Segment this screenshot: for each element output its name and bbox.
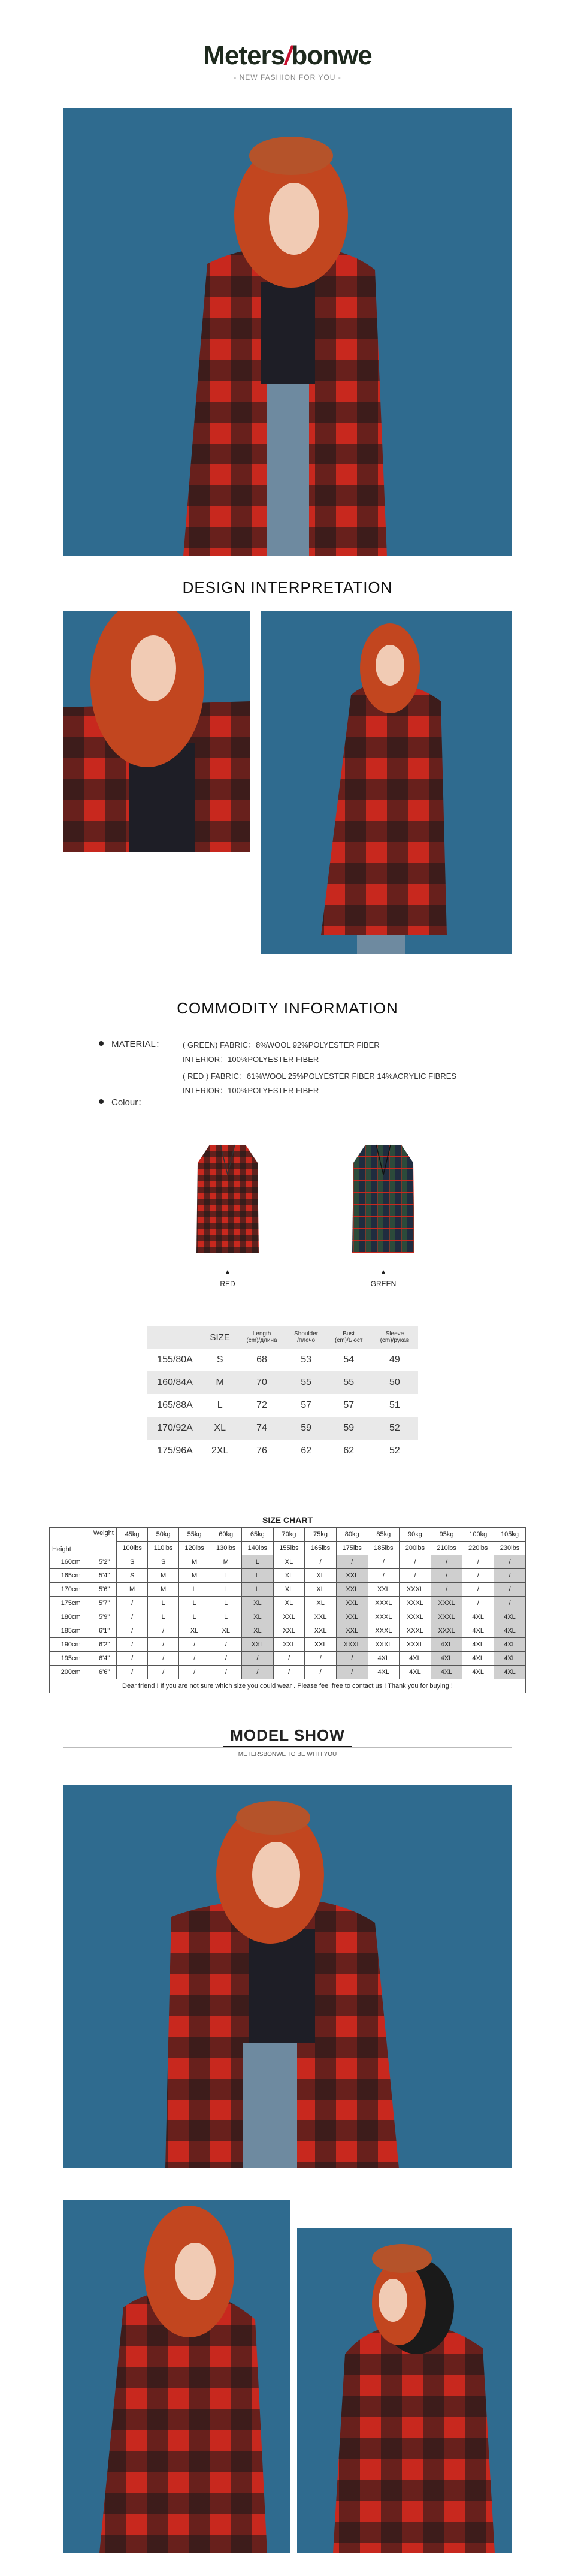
size-cell: 4XL: [431, 1666, 462, 1679]
table-row: [50, 1624, 526, 1638]
weight-kg-cell: 100kg: [462, 1528, 494, 1542]
model-show-divider: [63, 1747, 512, 1748]
size-cell: /: [462, 1555, 494, 1569]
size-cell: /: [462, 1583, 494, 1597]
size-cell: XL: [242, 1597, 274, 1610]
weight-lbs-cell: 175lbs: [336, 1542, 368, 1555]
size-cell: /: [148, 1624, 178, 1638]
size-cell: /: [210, 1638, 242, 1652]
size-row-sleeve: 51: [389, 1400, 400, 1410]
size-cell: /: [273, 1652, 305, 1666]
size-row-length: 72: [256, 1400, 267, 1410]
size-cell: L: [178, 1610, 210, 1624]
size-cell: /: [494, 1583, 526, 1597]
size-chart-lbs-row: [50, 1542, 526, 1555]
size-cell: L: [242, 1555, 274, 1569]
weight-kg-cell: 85kg: [368, 1528, 400, 1542]
size-cell: XXL: [242, 1638, 274, 1652]
size-row-body: 155/80A: [157, 1355, 193, 1365]
size-cell: 4XL: [368, 1666, 400, 1679]
size-cell: /: [116, 1610, 148, 1624]
size-cell: M: [178, 1569, 210, 1583]
size-cell: XXXL: [431, 1624, 462, 1638]
size-cell: XXL: [368, 1583, 400, 1597]
size-cell: XXL: [273, 1610, 305, 1624]
size-cell: /: [494, 1569, 526, 1583]
size-cell: /: [116, 1666, 148, 1679]
size-cell: /: [210, 1652, 242, 1666]
weight-lbs-cell: 130lbs: [210, 1542, 242, 1555]
size-cell: /: [116, 1624, 148, 1638]
size-cell: /: [116, 1638, 148, 1652]
size-cell: XXL: [336, 1610, 368, 1624]
size-cell: /: [400, 1569, 431, 1583]
size-cell: /: [210, 1666, 242, 1679]
weight-label: Weight: [93, 1530, 114, 1537]
height-ft-cell: 6'1": [92, 1624, 116, 1638]
size-cell: /: [273, 1666, 305, 1679]
size-row-size: 2XL: [211, 1446, 229, 1456]
material-label: MATERIAL：: [111, 1039, 165, 1049]
weight-lbs-cell: 120lbs: [178, 1542, 210, 1555]
size-cell: XL: [273, 1583, 305, 1597]
size-row-body: 160/84A: [147, 1371, 202, 1394]
size-cell: /: [178, 1666, 210, 1679]
size-chart-corner: [50, 1528, 117, 1555]
size-table-grid: [147, 1326, 418, 1462]
size-row-bust: 55: [326, 1371, 371, 1394]
material-green-interior: INTERIOR：100%POLYESTER FIBER: [183, 1055, 319, 1064]
size-cell: XXXL: [431, 1597, 462, 1610]
table-row: [50, 1652, 526, 1666]
size-cell: /: [148, 1638, 178, 1652]
size-cell: /: [178, 1652, 210, 1666]
size-cell: XXXL: [368, 1597, 400, 1610]
size-cell: XXL: [305, 1638, 337, 1652]
size-cell: /: [462, 1597, 494, 1610]
size-cell: /: [305, 1666, 337, 1679]
size-row-length: 74: [237, 1417, 286, 1440]
size-cell: /: [368, 1569, 400, 1583]
size-cell: XXXL: [400, 1597, 431, 1610]
brand-tagline: - NEW FASHION FOR YOU -: [234, 73, 341, 82]
size-cell: 4XL: [494, 1638, 526, 1652]
design-title: DESIGN INTERPRETATION: [182, 578, 393, 596]
size-cell: XXXL: [400, 1610, 431, 1624]
weight-lbs-cell: 140lbs: [242, 1542, 274, 1555]
size-chart-title: SIZE CHART: [262, 1515, 313, 1525]
height-label: Height: [52, 1546, 71, 1553]
size-cell: 4XL: [431, 1652, 462, 1666]
height-ft-cell: 5'9": [92, 1610, 116, 1624]
model-photo-right: [297, 2228, 512, 2553]
size-cell: XL: [273, 1555, 305, 1569]
green-marker: ▲: [380, 1268, 387, 1276]
size-row-body: 175/96A: [157, 1446, 193, 1456]
brand-name-right: bonwe: [291, 41, 372, 70]
red-marker: ▲: [224, 1268, 231, 1276]
size-cell: /: [148, 1666, 178, 1679]
size-cell: /: [462, 1569, 494, 1583]
weight-lbs-cell: 100lbs: [116, 1542, 148, 1555]
size-row-body: 165/88A: [157, 1400, 193, 1410]
size-row-bust: 54: [343, 1355, 355, 1365]
size-cell: XXL: [336, 1569, 368, 1583]
weight-kg-cell: 95kg: [431, 1528, 462, 1542]
size-row: [147, 1349, 418, 1371]
size-row-size: XL: [202, 1417, 237, 1440]
weight-kg-cell: 45kg: [116, 1528, 148, 1542]
size-row-sleeve: 52: [389, 1446, 400, 1456]
size-header-sleeve: Sleeve (cm)/рукав: [371, 1326, 418, 1349]
size-cell: L: [148, 1597, 178, 1610]
weight-lbs-cell: 165lbs: [305, 1542, 337, 1555]
height-cm-cell: 185cm: [50, 1624, 92, 1638]
size-row: [147, 1417, 418, 1440]
model-show-title: MODEL SHOW: [230, 1726, 345, 1744]
size-row: [147, 1440, 418, 1462]
size-cell: XXL: [305, 1624, 337, 1638]
size-chart-grid: [49, 1527, 526, 1693]
size-row-size: S: [216, 1355, 223, 1365]
size-row-shoulder: 59: [286, 1417, 326, 1440]
size-cell: 4XL: [462, 1610, 494, 1624]
size-cell: L: [242, 1569, 274, 1583]
swatch-green-coat[interactable]: [347, 1139, 419, 1259]
size-cell: /: [305, 1652, 337, 1666]
size-cell: L: [178, 1583, 210, 1597]
size-cell: /: [242, 1666, 274, 1679]
size-cell: /: [431, 1583, 462, 1597]
size-cell: /: [368, 1555, 400, 1569]
design-photo-right: [261, 611, 512, 954]
size-table-header: [147, 1326, 418, 1349]
height-cm-cell: 170cm: [50, 1583, 92, 1597]
height-ft-cell: 5'2": [92, 1555, 116, 1569]
size-cell: M: [148, 1569, 178, 1583]
green-label: GREEN: [370, 1280, 397, 1288]
size-cell: XXL: [336, 1597, 368, 1610]
size-cell: XXXL: [400, 1583, 431, 1597]
brand-name-left: Meters: [203, 41, 285, 70]
size-row-shoulder: 55: [286, 1371, 326, 1394]
size-cell: L: [242, 1583, 274, 1597]
weight-kg-cell: 80kg: [336, 1528, 368, 1542]
size-row-shoulder: 62: [301, 1446, 312, 1456]
weight-kg-cell: 50kg: [148, 1528, 178, 1542]
size-row-length: 68: [256, 1355, 267, 1365]
height-cm-cell: 180cm: [50, 1610, 92, 1624]
size-cell: XL: [242, 1624, 274, 1638]
table-row: [50, 1569, 526, 1583]
size-cell: 4XL: [462, 1638, 494, 1652]
size-cell: S: [116, 1555, 148, 1569]
size-cell: 4XL: [494, 1666, 526, 1679]
size-cell: XL: [305, 1597, 337, 1610]
size-cell: /: [242, 1652, 274, 1666]
size-cell: XXL: [336, 1624, 368, 1638]
size-cell: L: [210, 1583, 242, 1597]
size-cell: /: [431, 1555, 462, 1569]
size-cell: L: [210, 1610, 242, 1624]
size-row-length: 76: [256, 1446, 267, 1456]
weight-kg-cell: 65kg: [242, 1528, 274, 1542]
size-row-shoulder: 57: [301, 1400, 312, 1410]
bullet-dot: [99, 1041, 104, 1046]
size-cell: XXXL: [368, 1638, 400, 1652]
size-cell: XL: [273, 1597, 305, 1610]
size-row-size: L: [217, 1400, 223, 1410]
size-cell: M: [116, 1583, 148, 1597]
design-photo-left: [63, 611, 250, 852]
size-header-size: SIZE: [202, 1326, 237, 1349]
material-red-interior: INTERIOR：100%POLYESTER FIBER: [183, 1086, 319, 1095]
size-header-bust: Bust (cm)/Бюст: [326, 1326, 371, 1349]
size-cell: 4XL: [462, 1666, 494, 1679]
size-cell: /: [400, 1555, 431, 1569]
size-cell: 4XL: [400, 1652, 431, 1666]
size-cell: XXL: [336, 1583, 368, 1597]
height-cm-cell: 160cm: [50, 1555, 92, 1569]
size-cell: XL: [210, 1624, 242, 1638]
size-row-sleeve: 52: [371, 1417, 418, 1440]
size-cell: 4XL: [462, 1652, 494, 1666]
model-photo-main: [63, 1785, 512, 2168]
weight-kg-cell: 75kg: [305, 1528, 337, 1542]
height-ft-cell: 5'7": [92, 1597, 116, 1610]
brand-slash: /: [285, 41, 292, 70]
swatch-red-coat[interactable]: [192, 1139, 264, 1259]
size-cell: XXXL: [368, 1610, 400, 1624]
size-cell: XXXL: [400, 1624, 431, 1638]
size-cell: 4XL: [431, 1638, 462, 1652]
size-row: [147, 1371, 418, 1394]
model-photo-left: [63, 2200, 290, 2553]
table-row: [50, 1638, 526, 1652]
table-row: [50, 1610, 526, 1624]
size-cell: 4XL: [368, 1652, 400, 1666]
size-header-shoulder: Shoulder /плечо: [286, 1326, 326, 1349]
size-row-sleeve: 50: [371, 1371, 418, 1394]
size-cell: XL: [178, 1624, 210, 1638]
height-ft-cell: 6'4": [92, 1652, 116, 1666]
size-cell: L: [148, 1610, 178, 1624]
size-chart-note: Dear friend ! If you are not sure which size you could wear . Please feel free to contact us ! Thank you for buying !: [50, 1679, 526, 1693]
size-cell: 4XL: [462, 1624, 494, 1638]
size-cell: XL: [305, 1569, 337, 1583]
size-row-bust: 62: [343, 1446, 355, 1456]
size-cell: XXXL: [336, 1638, 368, 1652]
size-chart-weight-row: [50, 1528, 526, 1542]
colour-label: Colour：: [111, 1097, 147, 1108]
red-label: RED: [220, 1280, 235, 1288]
size-cell: /: [116, 1652, 148, 1666]
size-row-bust: 59: [326, 1417, 371, 1440]
hero-photo: [63, 108, 512, 556]
size-cell: /: [494, 1555, 526, 1569]
size-cell: XXL: [273, 1638, 305, 1652]
size-cell: /: [494, 1597, 526, 1610]
size-cell: XL: [305, 1583, 337, 1597]
height-cm-cell: 195cm: [50, 1652, 92, 1666]
size-cell: XL: [242, 1610, 274, 1624]
weight-kg-cell: 90kg: [400, 1528, 431, 1542]
size-cell: /: [305, 1555, 337, 1569]
bullet-dot: [99, 1099, 104, 1104]
brand-logo: [0, 41, 575, 71]
weight-lbs-cell: 230lbs: [494, 1542, 526, 1555]
size-row: [147, 1394, 418, 1417]
size-cell: /: [431, 1569, 462, 1583]
size-row-length: 70: [237, 1371, 286, 1394]
size-cell: L: [210, 1597, 242, 1610]
commodity-title: COMMODITY INFORMATION: [177, 999, 398, 1017]
size-cell: S: [116, 1569, 148, 1583]
size-cell: 4XL: [494, 1610, 526, 1624]
size-cell: XXXL: [368, 1624, 400, 1638]
height-cm-cell: 175cm: [50, 1597, 92, 1610]
size-chart-note-row: [50, 1679, 526, 1693]
size-cell: /: [148, 1652, 178, 1666]
height-cm-cell: 200cm: [50, 1666, 92, 1679]
size-table: [147, 1326, 418, 1462]
height-cm-cell: 190cm: [50, 1638, 92, 1652]
weight-kg-cell: 55kg: [178, 1528, 210, 1542]
height-ft-cell: 6'6": [92, 1666, 116, 1679]
weight-kg-cell: 105kg: [494, 1528, 526, 1542]
table-row: [50, 1597, 526, 1610]
size-cell: XXXL: [431, 1610, 462, 1624]
weight-kg-cell: 70kg: [273, 1528, 305, 1542]
height-ft-cell: 6'2": [92, 1638, 116, 1652]
size-header-length: Length (cm)/длина: [237, 1326, 286, 1349]
height-ft-cell: 5'4": [92, 1569, 116, 1583]
size-cell: M: [178, 1555, 210, 1569]
size-cell: 4XL: [494, 1652, 526, 1666]
size-cell: S: [148, 1555, 178, 1569]
material-red-fabric: ( RED ) FABRIC：61%WOOL 25%POLYESTER FIBER 14%ACRYLIC FIBRES: [183, 1072, 457, 1081]
model-show-subtitle: METERSBONWE TO BE WITH YOU: [238, 1751, 337, 1758]
size-cell: 4XL: [494, 1624, 526, 1638]
size-cell: /: [336, 1666, 368, 1679]
weight-lbs-cell: 155lbs: [273, 1542, 305, 1555]
size-cell: M: [148, 1583, 178, 1597]
weight-lbs-cell: 200lbs: [400, 1542, 431, 1555]
size-cell: 4XL: [400, 1666, 431, 1679]
size-cell: /: [116, 1597, 148, 1610]
size-row-size: M: [202, 1371, 237, 1394]
table-row: [50, 1666, 526, 1679]
size-cell: XXXL: [400, 1638, 431, 1652]
size-cell: XXL: [273, 1624, 305, 1638]
height-ft-cell: 5'6": [92, 1583, 116, 1597]
size-cell: XXL: [305, 1610, 337, 1624]
size-row-sleeve: 49: [389, 1355, 400, 1365]
weight-kg-cell: 60kg: [210, 1528, 242, 1542]
height-cm-cell: 165cm: [50, 1569, 92, 1583]
size-cell: XL: [273, 1569, 305, 1583]
size-cell: L: [178, 1597, 210, 1610]
size-row-bust: 57: [343, 1400, 355, 1410]
size-cell: /: [336, 1652, 368, 1666]
size-cell: L: [210, 1569, 242, 1583]
size-row-body: 170/92A: [147, 1417, 202, 1440]
weight-lbs-cell: 220lbs: [462, 1542, 494, 1555]
weight-lbs-cell: 110lbs: [148, 1542, 178, 1555]
size-cell: /: [336, 1555, 368, 1569]
material-green-fabric: ( GREEN) FABRIC：8%WOOL 92%POLYESTER FIBER: [183, 1040, 380, 1049]
size-cell: /: [178, 1638, 210, 1652]
size-chart: [49, 1527, 526, 1693]
table-row: [50, 1555, 526, 1569]
weight-lbs-cell: 210lbs: [431, 1542, 462, 1555]
size-row-shoulder: 53: [301, 1355, 312, 1365]
weight-lbs-cell: 185lbs: [368, 1542, 400, 1555]
table-row: [50, 1583, 526, 1597]
size-cell: M: [210, 1555, 242, 1569]
